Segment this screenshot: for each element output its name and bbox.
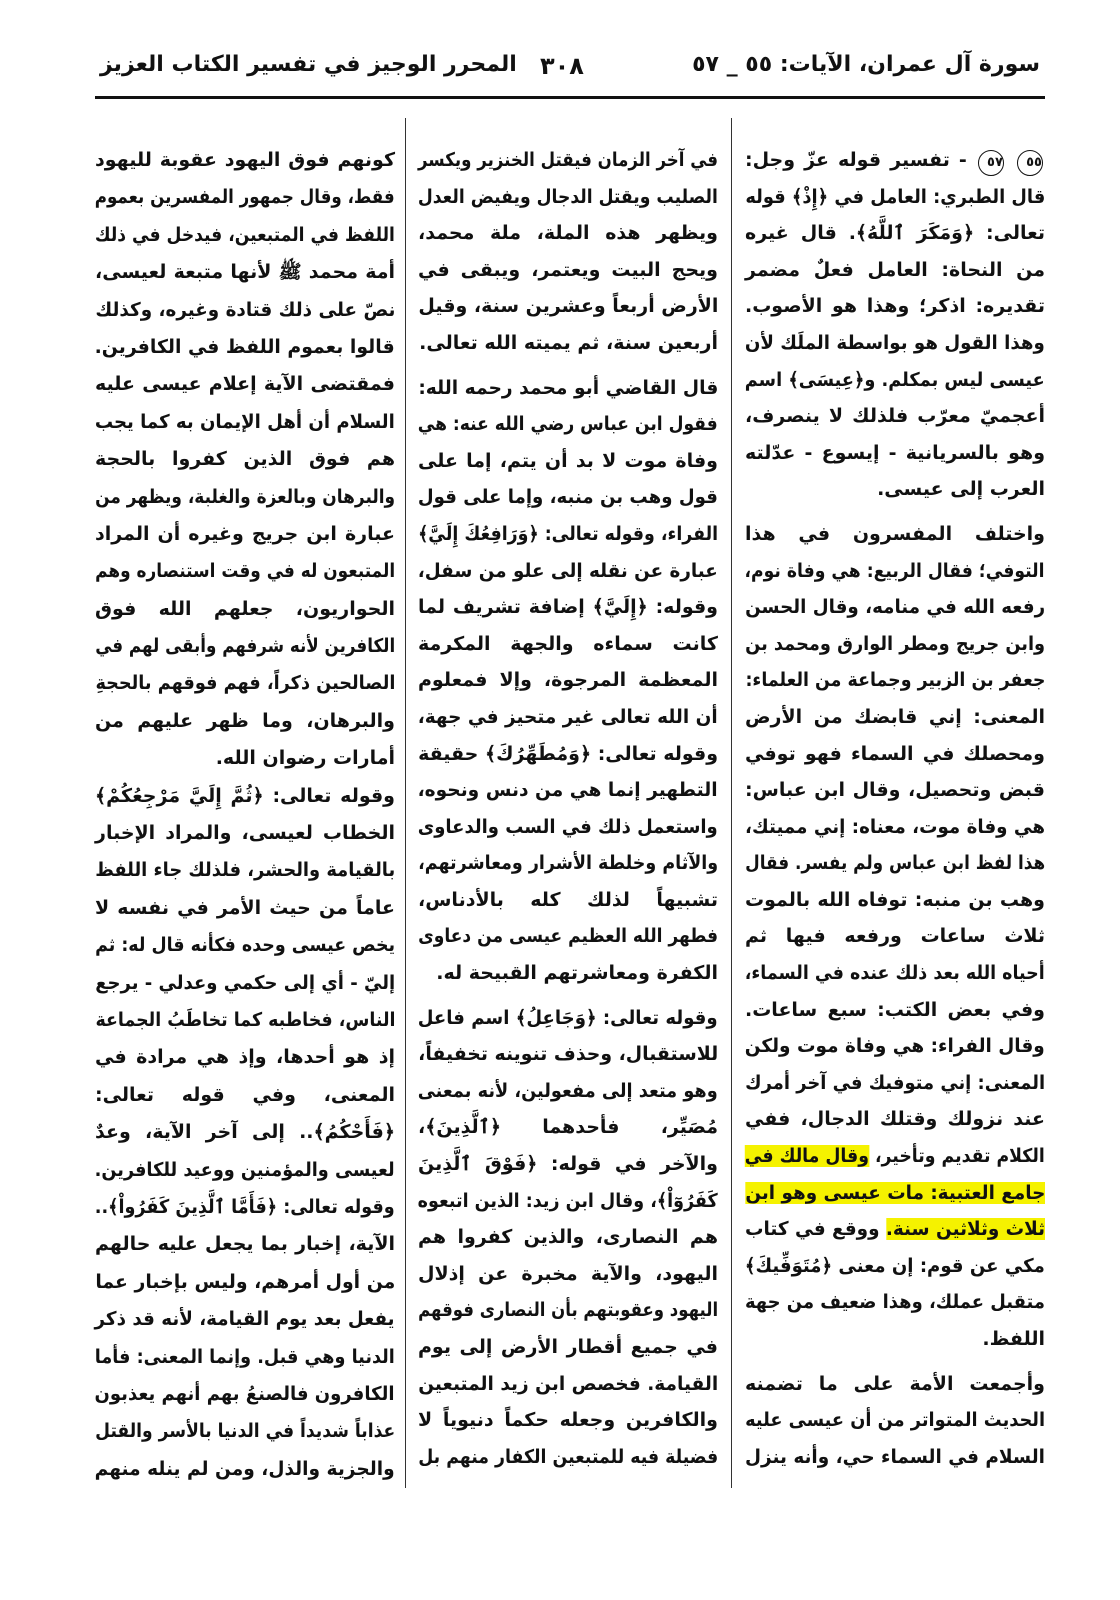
text-line: أمة محمد ﷺ لأنها متبعة لعيسى، xyxy=(95,261,395,284)
text-line: اليهود، والآية مخبرة عن إذلال xyxy=(418,1262,718,1285)
text-line: عند نزولك وقتلك الدجال، ففي xyxy=(745,1108,1045,1131)
text-line: أحياه الله بعد ذلك عنده في السماء، xyxy=(745,962,1045,985)
text-line: ويظهر هذه الملة، ملة محمد، xyxy=(418,222,718,245)
text-line: الفراء، وقوله تعالى: ﴿وَرَافِعُكَ إِلَيَّ﴾ xyxy=(418,522,718,545)
text-line: من النحاة: العامل فعلٌ مضمر xyxy=(745,258,1045,281)
text-line: أعجميّ معرّب فلذلك لا ينصرف، xyxy=(745,405,1045,428)
text-line: الكافرون فالصنعُ بهم أنهم يعذبون xyxy=(95,1382,395,1405)
text-line: قال القاضي أبو محمد رحمه الله: xyxy=(418,376,718,399)
text-line: المعنى، وفي قوله تعالى: xyxy=(95,1083,395,1106)
text-line: متقبل عملك، وهذا ضعيف من جهة xyxy=(745,1291,1045,1314)
text-line: في جميع أقطار الأرض إلى يوم xyxy=(418,1336,718,1358)
text-line: أربعين سنة، ثم يميته الله تعالى. xyxy=(419,331,718,354)
text-line: تقديره: اذكر؛ وهذا هو الأصوب. xyxy=(745,295,1045,318)
text-line: عيسى ليس بمكلم. و﴿عِيسَى﴾ اسم xyxy=(745,368,1045,391)
text-line: التوفي؛ فقال الربيع: هي وفاة نوم، xyxy=(745,559,1045,582)
paragraph xyxy=(745,1366,1045,1476)
text-line: تعالى: ﴿وَمَكَرَ ٱللَّهُ﴾. قال غيره xyxy=(745,222,1045,245)
text-line: بالقيامة والحشر، فلذلك جاء اللفظ xyxy=(95,859,395,882)
text-line: الصليب ويقتل الدجال ويفيض العدل xyxy=(418,185,718,208)
text-line: واستعمل ذلك في السب والدعاوى xyxy=(418,815,718,838)
text-line: وقوله: ﴿إِلَيَّ﴾ إضافة تشريف لما xyxy=(418,596,718,619)
text-line: أمارات رضوان الله. xyxy=(215,747,395,770)
text-line: فقول ابن عباس رضي الله عنه: هي xyxy=(418,413,718,436)
text-line: لعيسى والمؤمنين ووعيد للكافرين. xyxy=(95,1158,395,1181)
highlighted-text: جامع العتبية: مات عيسى وهو ابن xyxy=(745,1181,1045,1204)
text-line: عبارة ابن جريج وغيره أن المراد xyxy=(95,522,395,545)
text-line: وأجمعت الأمة على ما تضمنه xyxy=(745,1372,1045,1395)
text-line: ويحج البيت ويعتمر، ويبقى في xyxy=(418,258,718,281)
running-header-surah: سورة آل عمران، الآيات: ٥٥ _ ٥٧ xyxy=(692,52,1040,77)
paragraph xyxy=(745,142,1045,508)
text-column-middle xyxy=(418,142,718,1483)
text-line: القيامة. فخصص ابن زيد المتبعين xyxy=(418,1372,718,1395)
highlighted-text: وقال مالك في xyxy=(745,1145,870,1168)
text-line: وهذا القول هو بواسطة الملَك لأن xyxy=(745,331,1045,354)
running-header-book-title: المحرر الوجيز في تفسير الكتاب العزيز xyxy=(100,52,517,77)
text-line: أن الله تعالى غير متحيز في جهة، xyxy=(418,705,718,728)
text-line: نصّ على ذلك قتادة وغيره، وكذلك xyxy=(95,298,395,321)
text-line: فطهر الله العظيم عيسى من دعاوى xyxy=(418,925,718,948)
text-line: ﴿فَأَحْكُمُ﴾.. إلى آخر الآية، وعدٌ xyxy=(95,1121,395,1144)
text-column-left xyxy=(95,142,395,1496)
paragraph xyxy=(418,1000,718,1476)
text-line: وابن جريج ومطر الوارق ومحمد بن xyxy=(745,632,1045,655)
text-line: الخطاب لعيسى، والمراد الإخبار xyxy=(95,822,395,845)
header-rule xyxy=(95,96,1045,99)
text-line: في آخر الزمان فيقتل الخنزير ويكسر xyxy=(418,149,718,171)
text-line: الناس، فخاطبه كما تخاطَبُ الجماعة xyxy=(95,1008,395,1031)
text-line: العرب إلى عيسى. xyxy=(877,478,1045,501)
text-line: هذا لفظ ابن عباس ولم يفسر. فقال xyxy=(745,852,1045,875)
text-line: اللفظ. xyxy=(982,1328,1045,1350)
text-line: قال الطبري: العامل في ﴿إِذْ﴾ قوله xyxy=(745,185,1045,208)
text-line: عاماً من حيث الأمر في نفسه لا xyxy=(95,896,395,919)
text-line: ٥٥ ٥٧ - تفسير قوله عزّ وجل: xyxy=(745,142,1045,179)
text-line xyxy=(745,1138,1045,1175)
text-line: وقوله تعالى: ﴿ثُمَّ إِلَيَّ مَرْجِعُكُمْ﴾ xyxy=(95,784,395,807)
text-line: يخص عيسى وحده فكأنه قال له: ثم xyxy=(95,934,395,957)
text-line: ومحصلك في السماء فهو توفي xyxy=(745,742,1045,765)
text-line: السلام أن أهل الإيمان به كما يجب xyxy=(95,410,395,433)
text-line: ثلاث ساعات ورفعه فيها ثم xyxy=(745,925,1045,948)
text-line: المتبعون له في وقت استنصاره وهم xyxy=(95,560,395,583)
text-line: عذاباً شديداً في الدنيا بالأسر والقتل xyxy=(95,1420,395,1443)
text-line: والجزية والذل، ومن لم ينله منهم xyxy=(95,1457,395,1480)
text-line: وهب بن منبه: توفاه الله بالموت xyxy=(745,888,1045,911)
text-line: كونهم فوق اليهود عقوبة لليهود xyxy=(95,149,395,171)
text-line: مُصَيِّر، فأحدهما ﴿ٱلَّذِينَ﴾، xyxy=(418,1116,718,1139)
text-line xyxy=(745,1175,1045,1212)
text-line: وقوله تعالى: ﴿وَمُطَهِّرُكَ﴾ حقيقة xyxy=(418,742,718,765)
text-line: تشبيهاً لذلك كله بالأدناس، xyxy=(418,888,718,911)
text-line: هي وفاة موت، معناه: إني مميتك، xyxy=(745,815,1045,838)
paragraph xyxy=(418,142,718,362)
text-line: هم النصارى، والذين كفروا هم xyxy=(418,1226,718,1249)
text-line: إذ هو أحدها، وإذ هي مرادة في xyxy=(95,1046,395,1069)
text-line: الصالحين ذكراً، فهم فوقهم بالحجةِ xyxy=(95,672,395,695)
text-line: إليّ - أي إلى حكمي وعدلي - يرجع xyxy=(95,971,395,994)
text-line: الحواريون، جعلهم الله فوق xyxy=(95,597,395,620)
paragraph xyxy=(745,516,1045,1358)
text-line: الأرض أربعاً وعشرين سنة، وقيل xyxy=(418,295,718,318)
verse-number-marker: ٥٧ xyxy=(978,150,1004,176)
text-line: قالوا بعموم اللفظ في الكافرين. xyxy=(95,335,395,358)
text-line: رفعه الله في منامه، وقال الحسن xyxy=(745,596,1045,619)
text-line: اليهود وعقوبتهم بأن النصارى فوقهم xyxy=(418,1299,718,1322)
text-line: قول وهب بن منبه، وإما على قول xyxy=(418,486,718,509)
text-line: والآخر في قوله: ﴿فَوْقَ ٱلَّذِينَ xyxy=(418,1153,718,1176)
text-line: مكي عن قوم: إن معنى ﴿مُتَوَفِّيكَ﴾ xyxy=(745,1254,1045,1277)
highlighted-text: ثلاث وثلاثين سنة. xyxy=(885,1218,1045,1241)
text-line: وهو بالسريانية - إيسوع - عدّلته xyxy=(745,441,1045,464)
paragraph xyxy=(418,370,718,992)
text-line: والآثام وخلطة الأشرار ومعاشرتهم، xyxy=(418,852,718,875)
text-line: التطهير إنما هي من دنس ونحوه، xyxy=(418,779,718,802)
text-line: قبض وتحصيل، وقال ابن عباس: xyxy=(745,779,1045,802)
text-line: للاستقبال، وحذف تنوينه تخفيفاً، xyxy=(418,1043,718,1066)
text-line: وقوله تعالى: ﴿وَجَاعِلُ﴾ اسم فاعل xyxy=(418,1006,718,1029)
text-segment: الكلام تقديم وتأخير، xyxy=(869,1145,1045,1168)
verse-number-marker: ٥٥ xyxy=(1017,150,1043,176)
text-line: جعفر بن الزبير وجماعة من العلماء: xyxy=(745,669,1045,692)
text-line: المعنى: إني متوفيك في آخر أمرك xyxy=(745,1071,1045,1094)
text-line: من أول أمرهم، وليس بإخبار عما xyxy=(95,1270,395,1293)
text-line: كَفَرُوٓاْ﴾، وقال ابن زيد: الذين اتبعوه xyxy=(418,1189,718,1212)
text-line: هم فوق الذين كفروا بالحجة xyxy=(95,448,395,471)
column-divider xyxy=(405,118,406,1488)
text-line: وقوله تعالى: ﴿فَأَمَّا ٱلَّذِينَ كَفَرُواْ﴾.. xyxy=(95,1195,395,1218)
text-line: كانت سماءه والجهة المكرمة xyxy=(418,632,718,655)
text-line: الدنيا وهي قبل. وإنما المعنى: فأما xyxy=(95,1345,395,1368)
text-line: فمقتضى الآية إعلام عيسى عليه xyxy=(95,373,395,396)
text-line xyxy=(745,1211,1045,1248)
text-line: والكافرين وجعله حكماً دنيوياً لا xyxy=(418,1409,718,1432)
text-line: وفاة موت لا بد أن يتم، إما على xyxy=(418,449,718,472)
text-line: المعنى: إني قابضك من الأرض xyxy=(745,705,1045,728)
text-line: وهو متعد إلى مفعولين، لأنه بمعنى xyxy=(418,1079,718,1102)
text-line: الآية، إخبار بما يجعل عليه حالهم xyxy=(95,1233,395,1256)
text-line: والبرهان وبالعزة والغلبة، ويظهر من xyxy=(95,485,395,508)
text-line: يفعل بعد يوم القيامة، لأنه قد ذكر xyxy=(95,1308,395,1331)
text-line: وفي بعض الكتب: سبع ساعات. xyxy=(745,998,1045,1021)
text-column-right xyxy=(745,142,1045,1483)
text-line: واختلف المفسرون في هذا xyxy=(745,522,1045,545)
text-line: الكفرة ومعاشرتهم القبيحة له. xyxy=(436,962,718,985)
text-line: السلام في السماء حي، وأنه ينزل xyxy=(745,1445,1045,1468)
text-line: وقال الفراء: هي وفاة موت ولكن xyxy=(745,1035,1045,1058)
text-line: فضيلة فيه للمتبعين الكفار منهم بل xyxy=(418,1445,718,1468)
text-line: اللفظ في المتبعين، فيدخل في ذلك xyxy=(95,223,395,246)
text-line: فقط، وقال جمهور المفسرين بعموم xyxy=(95,186,395,209)
text-line: عبارة عن نقله إلى علو من سفل، xyxy=(418,559,718,582)
text-line: والبرهان، وما ظهر عليهم من xyxy=(95,709,395,732)
text-line: الحديث المتواتر من أن عيسى عليه xyxy=(745,1409,1045,1432)
paragraph xyxy=(95,142,395,1488)
text-line: الكافرين لأنه شرفهم وأبقى لهم في xyxy=(95,635,395,658)
text-line: المعظمة المرجوة، وإلا فمعلوم xyxy=(418,669,718,692)
text-segment: ووقع في كتاب xyxy=(745,1218,886,1241)
page-number: ٣٠٨ xyxy=(540,52,584,80)
